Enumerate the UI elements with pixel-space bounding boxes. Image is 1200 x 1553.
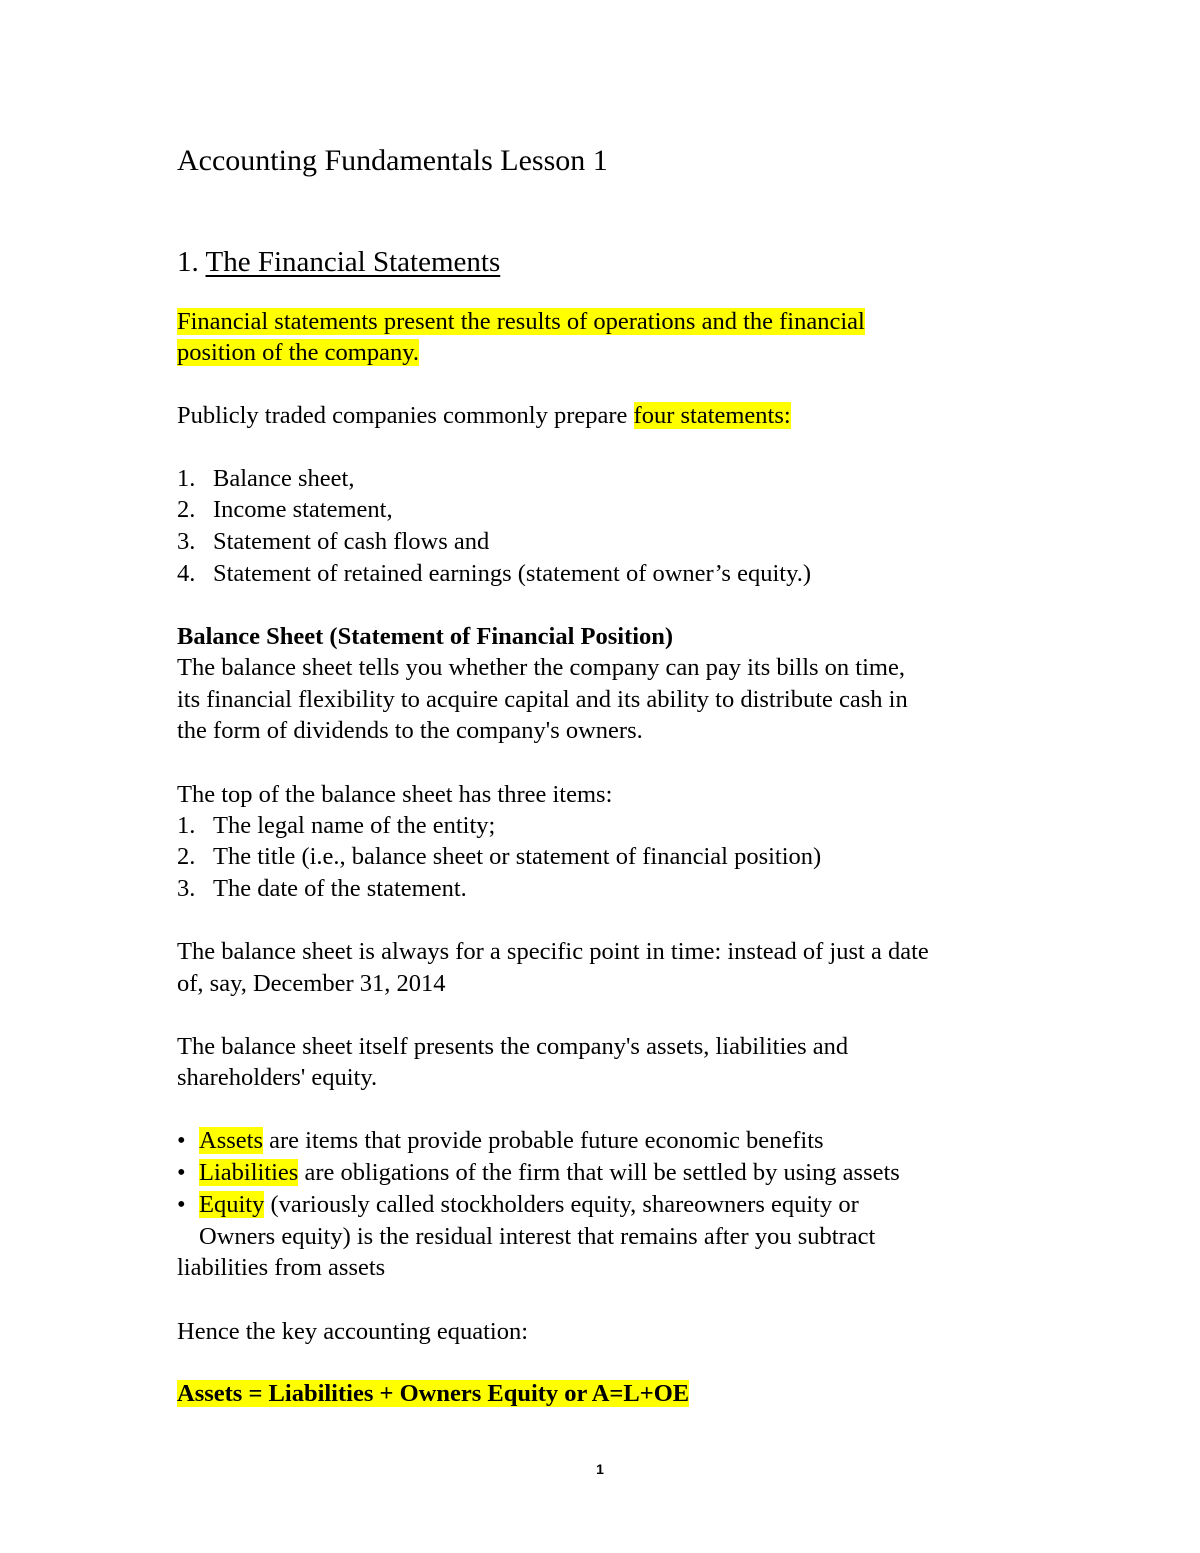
bullet-item — [177, 1189, 859, 1221]
bullet-text: are obligations of the firm that will be settled by using assets — [298, 1159, 900, 1186]
bullet-item — [177, 1125, 824, 1157]
intro-line-2 — [177, 337, 419, 369]
publicly-line — [177, 400, 791, 432]
intro-highlight-1: Financial statements present the results of operations and the financial — [177, 308, 865, 335]
list-text: Balance sheet, — [213, 465, 355, 492]
equity-continuation-line: liabilities from assets — [177, 1254, 386, 1281]
section-title: The Financial Statements — [205, 246, 501, 278]
top-items-intro: The top of the balance sheet has three items: — [177, 781, 613, 808]
bullet-icon: • — [177, 1159, 186, 1186]
intro-line-1 — [177, 306, 865, 338]
bullet-term-assets: Assets — [199, 1127, 263, 1154]
list-text: The title (i.e., balance sheet or statement of financial position) — [213, 843, 822, 870]
bullet-term-equity: Equity — [199, 1191, 265, 1218]
bullet-item — [177, 1157, 900, 1189]
publicly-text: Publicly traded companies commonly prepare — [177, 402, 634, 429]
balance-sheet-para-line: The balance sheet tells you whether the company can pay its bills on time, — [177, 654, 905, 681]
equation-line — [177, 1378, 689, 1410]
four-statements-highlight: four statements: — [633, 402, 791, 429]
hence-line: Hence the key accounting equation: — [177, 1318, 529, 1345]
accounting-equation: Assets = Liabilities + Owners Equity or A=L+OE — [177, 1380, 690, 1407]
bullet-icon: • — [177, 1191, 186, 1218]
presents-line: The balance sheet itself presents the company's assets, liabilities and — [177, 1033, 849, 1060]
list-item — [177, 873, 467, 905]
list-text: Income statement, — [213, 496, 393, 523]
bullet-term-liabilities: Liabilities — [199, 1159, 299, 1186]
list-number: 2. — [177, 843, 196, 870]
list-item — [177, 810, 495, 842]
list-text: Statement of retained earnings (statement of owner’s equity.) — [213, 560, 812, 587]
document-title: Accounting Fundamentals Lesson 1 — [177, 144, 608, 177]
list-number: 2. — [177, 496, 196, 523]
list-item — [177, 558, 811, 590]
presents-line: shareholders' equity. — [177, 1064, 378, 1091]
bullet-icon: • — [177, 1127, 186, 1154]
list-text: The legal name of the entity; — [213, 812, 496, 839]
page-number: 1 — [596, 1461, 604, 1477]
equity-continuation-line: Owners equity) is the residual interest that remains after you subtract — [199, 1223, 876, 1250]
section-number: 1. — [177, 246, 199, 278]
list-item — [177, 841, 821, 873]
section-heading — [177, 243, 500, 281]
balance-sheet-para-line: the form of dividends to the company's owners. — [177, 717, 643, 744]
bullet-text: (variously called stockholders equity, shareowners equity or — [264, 1191, 859, 1218]
list-number: 1. — [177, 465, 196, 492]
point-in-time-line: of, say, December 31, 2014 — [177, 970, 446, 997]
bullet-text: are items that provide probable future economic benefits — [262, 1127, 824, 1154]
intro-highlight-2: position of the company. — [177, 339, 420, 366]
balance-sheet-heading: Balance Sheet (Statement of Financial Position) — [177, 623, 674, 650]
list-item — [177, 463, 355, 495]
list-number: 1. — [177, 812, 196, 839]
list-text: Statement of cash flows and — [213, 528, 490, 555]
list-number: 3. — [177, 875, 196, 902]
list-item — [177, 526, 489, 558]
balance-sheet-para-line: its financial flexibility to acquire capital and its ability to distribute cash in — [177, 686, 908, 713]
list-item — [177, 494, 393, 526]
list-number: 3. — [177, 528, 196, 555]
list-number: 4. — [177, 560, 196, 587]
list-text: The date of the statement. — [213, 875, 467, 902]
point-in-time-line: The balance sheet is always for a specific point in time: instead of just a date — [177, 938, 929, 965]
